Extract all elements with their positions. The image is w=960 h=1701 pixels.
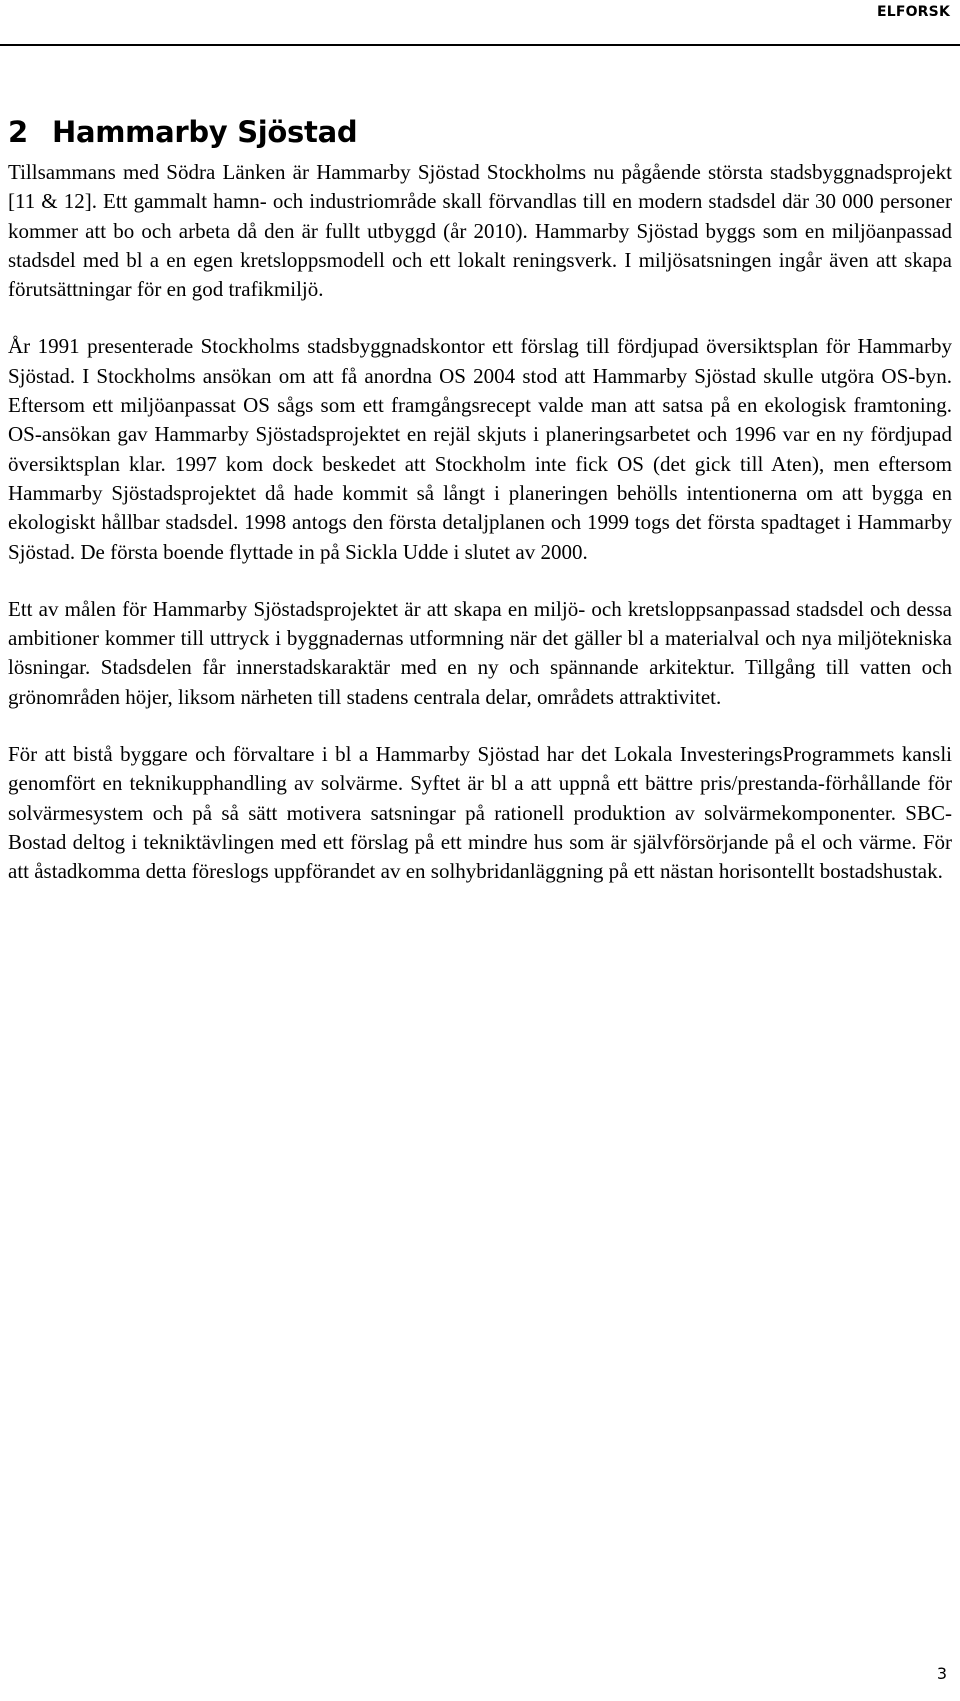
paragraph-intro: Tillsammans med Södra Länken är Hammarby Sjöstad Stockholms nu pågående största stadsbyggnadsprojekt [11 & 12]. Ett gammalt hamn- och industriområde skall förvandlas till en modern stadsdel där 30 000 personer kommer att bo och arbeta då den är fullt utbyggd (år 2010). Hammarby Sjöstad byggs som en miljöanpassad stadsdel med bl a en egen kretsloppsmodell och ett lokalt reningsverk. I miljösatsningen ingår även att skapa förutsättningar för en god trafikmiljö. [8,160,952,302]
document-body [8,114,952,915]
section-number: 2 [8,115,28,149]
section-heading [8,114,952,150]
page-number-value: 3 [936,1664,948,1683]
header-rule [0,44,960,46]
paragraph-solar: För att bistå byggare och förvaltare i bl a Hammarby Sjöstad har det Lokala InvesteringsProgrammets kansli genomfört en teknikupphandling av solvärme. Syftet är bl a att uppnå ett bättre pris/prestanda-förhållande för solvärmesystem och på så sätt motivera satsningar på rationell produktion av solvärmekomponenter. SBC-Bostad deltog i tekniktävlingen med ett förslag på ett mindre hus som är självförsörjande på el och värme. För att åstadkomma detta föreslogs uppförandet av en solhybridanläggning på ett nästan horisontellt bostadshustak. [8,742,952,884]
page-header [0,0,960,46]
header-brand: ELFORSK [876,4,950,20]
section-title: Hammarby Sjöstad [52,115,358,149]
page-number [0,1664,960,1684]
paragraph-goals: Ett av målen för Hammarby Sjöstadsprojektet är att skapa en miljö- och kretsloppsanpassad stadsdel och dessa ambitioner kommer till uttryck i byggnadernas utformning när det gäller bl a materialval och nya miljötekniska lösningar. Stadsdelen får innerstadskaraktär med en ny och spännande arkitektur. Tillgång till vatten och grönområden höjer, liksom närheten till stadens centrala delar, områdets attraktivitet. [8,596,952,709]
paragraph-history: År 1991 presenterade Stockholms stadsbyggnadskontor ett förslag till fördjupad översiktsplan för Hammarby Sjöstad. I Stockholms ansökan om att få anordna OS 2004 stod att Hammarby Sjöstad skulle utgöra OS-byn. Eftersom ett miljöanpassat OS sågs som ett framgångsrecept valde man att satsa på en ekologisk framtoning. OS-ansökan gav Hammarby Sjöstadsprojektet en rejäl skjuts i planeringsarbetet och 1996 var en ny fördjupad översiktsplan klar. 1997 kom dock beskedet att Stockholm inte fick OS (det gick till Aten), men eftersom Hammarby Sjöstadsprojektet då hade kommit så långt i planeringen behölls intentionerna om att bygga en ekologiskt hållbar stadsdel. 1998 antogs den första detaljplanen och 1999 togs det första spadtaget i Hammarby Sjöstad. De första boende flyttade in på Sickla Udde i slutet av 2000. [8,334,952,564]
